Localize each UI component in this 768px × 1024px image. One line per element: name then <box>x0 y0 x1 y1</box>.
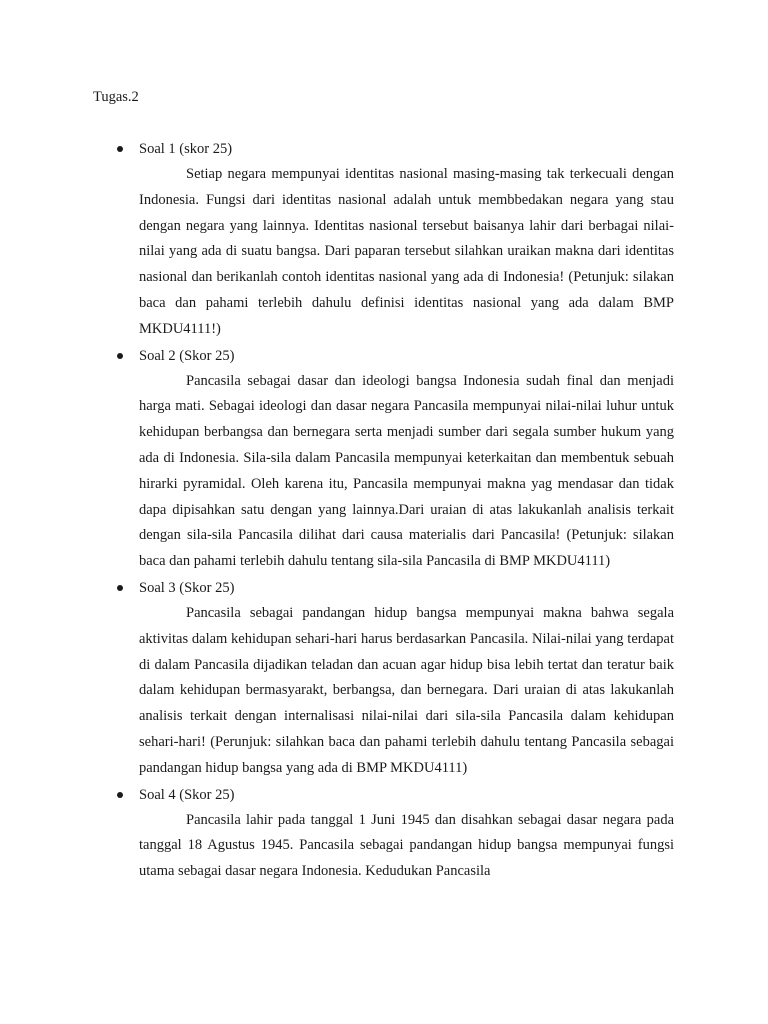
question-heading: Soal 2 (Skor 25) <box>139 347 235 364</box>
bullet-icon <box>117 146 123 152</box>
bullet-icon <box>117 585 123 591</box>
bullet-icon <box>117 792 123 798</box>
question-item-2 <box>0 343 768 575</box>
bullet-icon <box>117 353 123 359</box>
question-body: Pancasila sebagai dasar dan ideologi bangsa Indonesia sudah final dan menjadi harga mati. Sebagai ideologi dan dasar negara Pancasila mempunyai nilai-nilai luhur untuk kehidupan berbangsa dan bernegara serta menjadi sumber dari segala sumber hukum yang ada di Indonesia. Sila-sila dalam Pancasila mempunyai keterkaitan dan membentuk sebuah hirarki pyramidal. Oleh karena itu, Pancasila mempunyai makna yag mendasar dan tidak dapa dipisahkan satu dengan yang lainnya.Dari uraian di atas lakukanlah analisis terkait dengan sila-sila Pancasila dilihat dari causa materialis dari Pancasila! (Petunjuk: silakan baca dan pahami terlebih dahulu tentang sila-sila Pancasila di BMP MKDU4111) <box>139 372 674 570</box>
question-body: Setiap negara mempunyai identitas nasional masing-masing tak terkecuali dengan Indonesia. Fungsi dari identitas nasional adalah untuk membbedakan negara yang stau dengan negara yang lainnya. Identitas nasional tersebut baisanya lahir dari berbagai nilai-nilai yang ada di suatu bangsa. Dari paparan tersebut silahkan uraikan makna dari identitas nasional dan berikanlah contoh identitas nasional yang ada di Indonesia! (Petunjuk: silakan baca dan pahami terlebih dahulu definisi identitas nasional yang ada dalam BMP MKDU4111!) <box>139 166 674 337</box>
question-heading: Soal 3 (Skor 25) <box>139 579 235 596</box>
question-item-4 <box>0 782 768 885</box>
question-heading: Soal 1 (skor 25) <box>139 141 233 157</box>
question-item-1 <box>0 136 768 343</box>
document-title: Tugas.2 <box>93 89 139 105</box>
question-body: Pancasila sebagai pandangan hidup bangsa mempunyai makna bahwa segala aktivitas dalam kehidupan sehari-hari harus berdasarkan Pancasila. Nilai-nilai yang terdapat di dalam Pancasila dijadikan teladan dan acuan agar hidup bisa lebih tertat dan teratur baik dalam kehidupan bermasyarakt, berbangsa, dan bernegara. Dari uraian di atas lakukanlah analisis terkait dengan internalisasi nilai-nilai dari sila-sila Pancasila dalam kehidupan sehari-hari! (Perunjuk: silahkan baca dan pahami terlebih dahulu tentang Pancasila sebagai pandangan hidup bangsa yang ada di BMP MKDU4111) <box>139 604 674 776</box>
question-list <box>0 136 768 885</box>
question-item-3 <box>0 575 768 782</box>
question-heading: Soal 4 (Skor 25) <box>139 786 235 803</box>
question-body: Pancasila lahir pada tanggal 1 Juni 1945 dan disahkan sebagai dasar negara pada tanggal 18 Agustus 1945. Pancasila sebagai pandangan hidup bangsa mempunyai fungsi utama sebagai dasar negara Indonesia. Kedudukan Pancasila <box>139 811 674 880</box>
